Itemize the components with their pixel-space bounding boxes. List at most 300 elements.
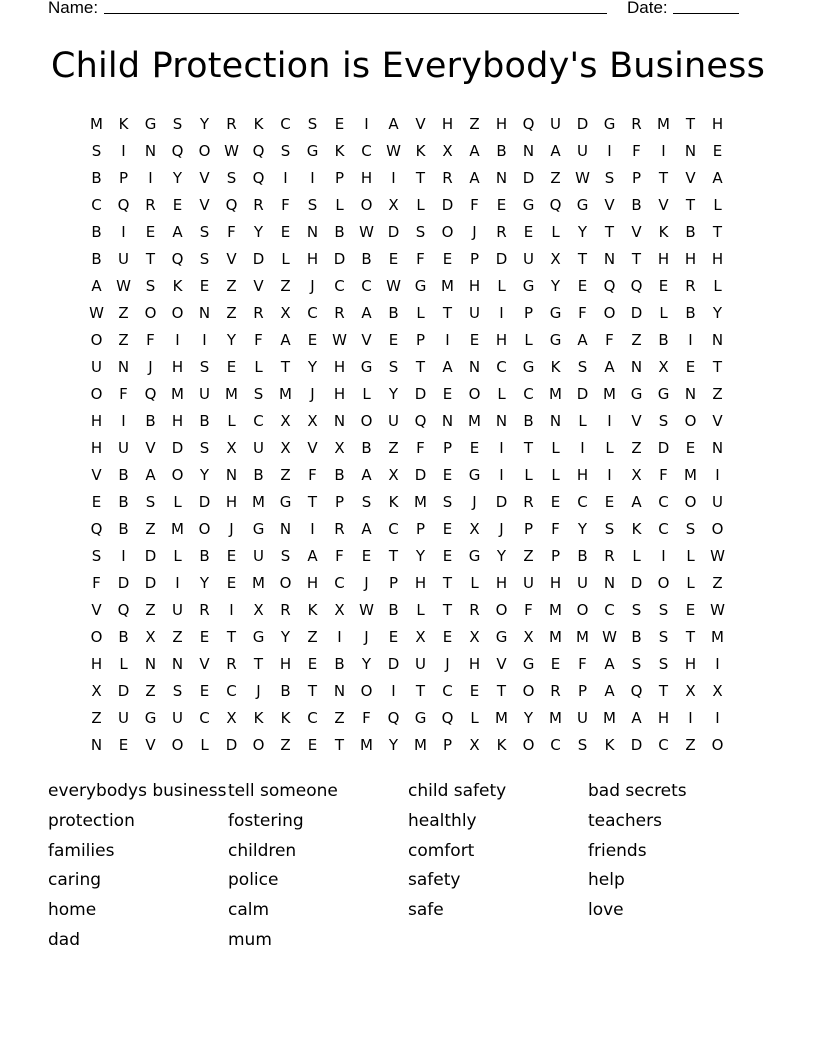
grid-letter: S — [361, 493, 372, 511]
grid-letter: S — [442, 493, 453, 511]
grid-letter: L — [713, 277, 722, 295]
grid-letter: P — [442, 736, 453, 754]
grid-letter: H — [495, 115, 508, 133]
grid-letter: C — [280, 115, 291, 133]
grid-letter: I — [580, 439, 585, 457]
grid-letter: E — [280, 223, 291, 241]
grid-letter: P — [415, 520, 426, 538]
grid-letter: E — [199, 628, 210, 646]
grid-letter: S — [631, 601, 642, 619]
grid-letter: G — [306, 142, 319, 160]
grid-letter: S — [307, 115, 318, 133]
grid-letter: D — [441, 196, 454, 214]
grid-letter: Q — [522, 115, 535, 133]
grid-letter: M — [252, 493, 265, 511]
grid-letter: H — [441, 115, 454, 133]
grid-letter: Z — [469, 115, 480, 133]
grid-letter: R — [631, 115, 642, 133]
grid-letter: F — [92, 574, 101, 592]
grid-letter: J — [310, 277, 315, 295]
grid-letter: B — [91, 169, 102, 187]
grid-letter: V — [361, 331, 372, 349]
grid-letter: U — [469, 304, 480, 322]
grid-letter: I — [310, 520, 315, 538]
grid-letter: O — [171, 466, 184, 484]
grid-letter: D — [333, 250, 346, 268]
grid-letter: V — [145, 736, 156, 754]
grid-letter: Q — [144, 385, 157, 403]
grid-letter: H — [657, 250, 670, 268]
grid-letter: I — [337, 628, 342, 646]
grid-letter: O — [171, 304, 184, 322]
grid-letter: O — [522, 736, 535, 754]
header — [48, 0, 748, 19]
grid-letter: G — [252, 520, 265, 538]
grid-letter: F — [551, 520, 560, 538]
grid-letter: F — [578, 304, 587, 322]
grid-letter: W — [602, 628, 617, 646]
word-list-item: tell someone — [228, 781, 338, 801]
grid-letter: X — [280, 412, 291, 430]
grid-letter: V — [91, 466, 102, 484]
grid-letter: U — [91, 358, 102, 376]
grid-letter: N — [603, 574, 616, 592]
grid-letter: G — [252, 628, 265, 646]
grid-letter: D — [576, 385, 589, 403]
grid-letter: Y — [388, 385, 399, 403]
grid-letter: V — [199, 655, 210, 673]
grid-letter: C — [334, 277, 345, 295]
grid-letter: Z — [145, 682, 156, 700]
grid-letter: M — [252, 574, 265, 592]
grid-letter: Z — [550, 169, 561, 187]
grid-letter: N — [495, 412, 508, 430]
grid-letter: U — [577, 574, 588, 592]
grid-letter: J — [256, 682, 261, 700]
grid-letter: Q — [225, 196, 238, 214]
grid-letter: D — [225, 736, 238, 754]
grid-letter: R — [496, 223, 507, 241]
grid-letter: Y — [550, 277, 561, 295]
grid-letter: Q — [387, 709, 400, 727]
grid-letter: Y — [496, 547, 507, 565]
grid-letter: L — [362, 385, 371, 403]
grid-letter: G — [279, 493, 292, 511]
grid-letter: H — [468, 655, 481, 673]
grid-letter: U — [118, 709, 129, 727]
grid-letter: L — [416, 196, 425, 214]
grid-letter: E — [388, 331, 399, 349]
grid-letter: B — [685, 223, 696, 241]
grid-letter: K — [415, 142, 426, 160]
grid-letter: N — [279, 520, 292, 538]
grid-letter: O — [279, 574, 292, 592]
grid-letter: W — [332, 331, 347, 349]
grid-letter: F — [578, 655, 587, 673]
grid-letter: L — [713, 196, 722, 214]
grid-letter: I — [715, 466, 720, 484]
grid-letter: Q — [252, 142, 265, 160]
grid-letter: U — [523, 574, 534, 592]
grid-letter: D — [387, 223, 400, 241]
grid-letter: R — [280, 601, 291, 619]
grid-letter: S — [658, 655, 669, 673]
grid-letter: E — [91, 493, 102, 511]
grid-letter: Z — [307, 628, 318, 646]
grid-letter: C — [496, 358, 507, 376]
grid-letter: K — [253, 115, 264, 133]
grid-letter: S — [145, 277, 156, 295]
word-list-item: safe — [408, 900, 444, 921]
grid-letter: C — [658, 736, 669, 754]
grid-letter: H — [495, 331, 508, 349]
grid-letter: C — [550, 736, 561, 754]
grid-letter: M — [90, 115, 103, 133]
grid-letter: A — [604, 655, 615, 673]
grid-letter: G — [414, 277, 427, 295]
grid-letter: W — [386, 142, 401, 160]
grid-letter: P — [118, 169, 129, 187]
grid-letter: F — [281, 196, 290, 214]
grid-letter: H — [495, 574, 508, 592]
grid-letter: B — [199, 412, 210, 430]
grid-letter: N — [684, 142, 697, 160]
grid-letter: E — [388, 628, 399, 646]
grid-letter: V — [253, 277, 264, 295]
grid-letter: Y — [361, 655, 372, 673]
grid-letter: E — [199, 682, 210, 700]
word-list-item: child safety — [408, 781, 507, 801]
grid-letter: G — [603, 115, 616, 133]
grid-letter: D — [576, 115, 589, 133]
grid-letter: B — [199, 547, 210, 565]
grid-letter: O — [171, 736, 184, 754]
grid-letter: U — [523, 250, 534, 268]
grid-letter: I — [283, 169, 288, 187]
grid-letter: I — [499, 304, 504, 322]
grid-letter: X — [469, 628, 480, 646]
grid-letter: C — [658, 493, 669, 511]
grid-letter: H — [711, 115, 724, 133]
grid-letter: Z — [91, 709, 102, 727]
grid-letter: S — [199, 250, 210, 268]
grid-letter: P — [388, 574, 399, 592]
grid-letter: O — [144, 304, 157, 322]
grid-letter: M — [468, 412, 481, 430]
grid-letter: S — [280, 547, 291, 565]
grid-letter: H — [684, 250, 697, 268]
grid-letter: H — [90, 439, 103, 457]
grid-letter: I — [229, 601, 234, 619]
grid-letter: N — [603, 250, 616, 268]
date-blank-line[interactable] — [673, 13, 739, 14]
word-list-item: friends — [588, 840, 647, 861]
grid-letter: I — [364, 115, 369, 133]
grid-letter: N — [522, 142, 535, 160]
grid-letter: I — [202, 331, 207, 349]
grid-letter: Z — [145, 520, 156, 538]
grid-letter: T — [388, 547, 399, 565]
grid-letter: H — [90, 655, 103, 673]
grid-letter: L — [416, 304, 425, 322]
grid-letter: E — [118, 736, 129, 754]
grid-letter: I — [121, 142, 126, 160]
grid-letter: M — [549, 709, 562, 727]
grid-letter: E — [469, 682, 480, 700]
grid-letter: L — [470, 574, 479, 592]
grid-letter: J — [364, 628, 369, 646]
grid-letter: J — [364, 574, 369, 592]
grid-letter: D — [117, 574, 130, 592]
grid-letter: T — [415, 169, 426, 187]
grid-letter: J — [472, 223, 477, 241]
grid-letter: E — [577, 277, 588, 295]
grid-letter: L — [470, 709, 479, 727]
grid-letter: G — [549, 331, 562, 349]
grid-letter: B — [145, 412, 156, 430]
grid-letter: J — [229, 520, 234, 538]
grid-letter: M — [603, 709, 616, 727]
grid-letter: G — [522, 358, 535, 376]
grid-letter: E — [226, 547, 237, 565]
grid-letter: I — [445, 331, 450, 349]
grid-letter: N — [171, 655, 184, 673]
grid-letter: J — [148, 358, 153, 376]
grid-letter: S — [658, 601, 669, 619]
grid-letter: N — [684, 385, 697, 403]
grid-letter: S — [604, 169, 615, 187]
grid-letter: Z — [712, 385, 723, 403]
grid-letter: I — [148, 169, 153, 187]
grid-letter: P — [415, 331, 426, 349]
word-list-item: calm — [228, 900, 270, 921]
grid-letter: Y — [199, 115, 210, 133]
grid-letter: B — [631, 628, 642, 646]
grid-letter: F — [227, 223, 236, 241]
grid-letter: O — [252, 736, 265, 754]
grid-letter: X — [280, 304, 291, 322]
grid-letter: R — [334, 520, 345, 538]
grid-letter: K — [334, 142, 345, 160]
grid-letter: V — [91, 601, 102, 619]
grid-letter: G — [468, 547, 481, 565]
grid-letter: W — [359, 223, 374, 241]
grid-letter: E — [199, 277, 210, 295]
grid-letter: L — [497, 277, 506, 295]
grid-letter: H — [225, 493, 238, 511]
grid-letter: M — [657, 115, 670, 133]
grid-letter: Q — [171, 250, 184, 268]
grid-letter: A — [631, 493, 642, 511]
grid-letter: M — [576, 628, 589, 646]
word-list-item: caring — [48, 870, 102, 891]
grid-letter: T — [712, 223, 723, 241]
grid-letter: P — [442, 439, 453, 457]
grid-letter: A — [631, 709, 642, 727]
grid-letter: T — [280, 358, 291, 376]
grid-letter: I — [688, 331, 693, 349]
grid-letter: X — [253, 601, 264, 619]
name-blank-line[interactable] — [104, 13, 607, 14]
grid-letter: X — [388, 466, 399, 484]
grid-letter: Y — [712, 304, 723, 322]
grid-letter: G — [657, 385, 670, 403]
grid-letter: J — [472, 493, 477, 511]
grid-letter: E — [172, 196, 183, 214]
grid-letter: I — [121, 412, 126, 430]
grid-letter: D — [144, 547, 157, 565]
grid-letter: R — [550, 682, 561, 700]
grid-letter: O — [90, 628, 103, 646]
grid-letter: Y — [253, 223, 264, 241]
grid-letter: C — [226, 682, 237, 700]
grid-letter: T — [685, 115, 696, 133]
grid-letter: P — [550, 547, 561, 565]
grid-letter: X — [712, 682, 723, 700]
grid-letter: C — [199, 709, 210, 727]
grid-letter: M — [684, 466, 697, 484]
grid-letter: A — [442, 358, 453, 376]
grid-letter: A — [91, 277, 102, 295]
grid-letter: T — [631, 250, 642, 268]
grid-letter: Y — [199, 574, 210, 592]
word-list-item: help — [588, 870, 625, 891]
grid-letter: L — [632, 547, 641, 565]
grid-letter: F — [308, 466, 317, 484]
grid-letter: F — [659, 466, 668, 484]
grid-letter: T — [307, 493, 318, 511]
grid-letter: Y — [307, 358, 318, 376]
grid-letter: L — [578, 412, 587, 430]
grid-letter: L — [659, 304, 668, 322]
grid-letter: K — [658, 223, 669, 241]
grid-letter: Q — [171, 142, 184, 160]
grid-letter: F — [632, 142, 641, 160]
grid-letter: Q — [117, 601, 130, 619]
grid-letter: K — [604, 736, 615, 754]
grid-letter: T — [442, 304, 453, 322]
grid-letter: L — [551, 223, 560, 241]
grid-letter: F — [416, 250, 425, 268]
grid-letter: V — [712, 412, 723, 430]
grid-letter: F — [362, 709, 371, 727]
grid-letter: C — [604, 601, 615, 619]
grid-letter: G — [576, 196, 589, 214]
grid-letter: X — [442, 142, 453, 160]
grid-letter: E — [442, 466, 453, 484]
grid-letter: B — [253, 466, 264, 484]
grid-letter: G — [144, 709, 157, 727]
grid-letter: E — [442, 385, 453, 403]
grid-letter: O — [576, 601, 589, 619]
grid-letter: E — [550, 655, 561, 673]
grid-letter: X — [226, 709, 237, 727]
grid-letter: W — [386, 277, 401, 295]
grid-letter: H — [468, 277, 481, 295]
grid-letter: G — [414, 709, 427, 727]
grid-letter: I — [688, 709, 693, 727]
grid-letter: N — [630, 358, 643, 376]
grid-letter: D — [414, 466, 427, 484]
grid-letter: U — [415, 655, 426, 673]
word-list-item: fostering — [228, 810, 304, 831]
grid-letter: C — [361, 142, 372, 160]
grid-letter: S — [415, 223, 426, 241]
grid-letter: T — [658, 682, 669, 700]
grid-letter: L — [335, 196, 344, 214]
grid-letter: M — [171, 520, 184, 538]
grid-letter: K — [172, 277, 183, 295]
grid-letter: B — [388, 601, 399, 619]
grid-letter: H — [279, 655, 292, 673]
grid-letter: L — [173, 547, 182, 565]
grid-letter: O — [90, 385, 103, 403]
grid-letter: O — [441, 223, 454, 241]
word-list-item: families — [48, 840, 115, 861]
grid-letter: L — [227, 412, 236, 430]
grid-letter: K — [388, 493, 399, 511]
grid-letter: V — [631, 412, 642, 430]
grid-letter: N — [225, 466, 238, 484]
grid-letter: S — [199, 439, 210, 457]
grid-letter: R — [523, 493, 534, 511]
grid-letter: H — [333, 358, 346, 376]
grid-letter: N — [468, 358, 481, 376]
grid-letter: E — [442, 520, 453, 538]
grid-letter: L — [173, 493, 182, 511]
grid-letter: N — [117, 358, 130, 376]
grid-letter: L — [281, 250, 290, 268]
grid-letter: Z — [712, 574, 723, 592]
grid-letter: S — [199, 223, 210, 241]
grid-letter: S — [145, 493, 156, 511]
grid-letter: B — [334, 655, 345, 673]
grid-letter: V — [199, 169, 210, 187]
grid-letter: R — [685, 277, 696, 295]
grid-letter: X — [469, 520, 480, 538]
grid-letter: U — [577, 709, 588, 727]
grid-letter: I — [607, 466, 612, 484]
grid-letter: T — [226, 628, 237, 646]
grid-letter: W — [710, 601, 725, 619]
grid-letter: F — [416, 439, 425, 457]
grid-letter: U — [172, 601, 183, 619]
grid-letter: A — [361, 520, 372, 538]
grid-letter: E — [442, 250, 453, 268]
grid-letter: S — [685, 520, 696, 538]
grid-letter: D — [630, 574, 643, 592]
grid-letter: I — [310, 169, 315, 187]
grid-letter: B — [118, 493, 129, 511]
grid-letter: O — [657, 574, 670, 592]
grid-letter: D — [657, 439, 670, 457]
grid-letter: O — [684, 493, 697, 511]
grid-letter: T — [253, 655, 264, 673]
grid-letter: X — [523, 628, 534, 646]
grid-letter: S — [658, 412, 669, 430]
grid-letter: C — [361, 277, 372, 295]
grid-letter: B — [280, 682, 291, 700]
grid-letter: X — [145, 628, 156, 646]
grid-letter: B — [496, 142, 507, 160]
grid-letter: G — [522, 196, 535, 214]
grid-letter: L — [686, 574, 695, 592]
grid-letter: D — [522, 169, 535, 187]
grid-letter: K — [307, 601, 318, 619]
grid-letter: I — [121, 223, 126, 241]
grid-letter: T — [712, 358, 723, 376]
grid-letter: X — [280, 439, 291, 457]
